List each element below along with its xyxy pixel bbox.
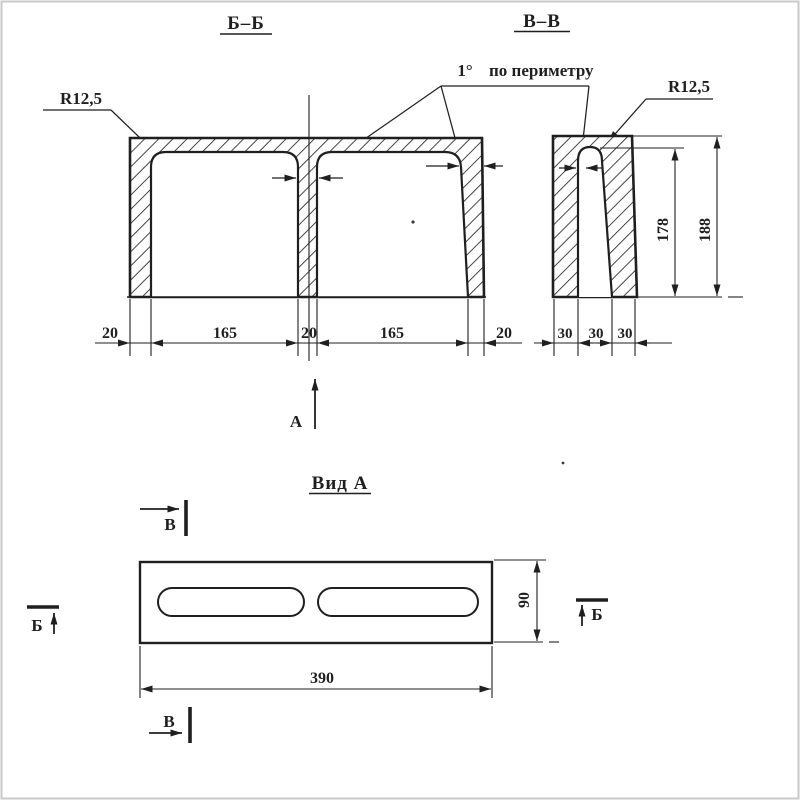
dim-view-a-length: 390 xyxy=(310,670,334,687)
speck xyxy=(411,220,414,223)
radius-callout-right xyxy=(608,77,713,142)
taper-note-label: по периметру xyxy=(489,61,594,80)
view-a-body xyxy=(140,562,492,643)
dim-bb-165-left: 165 xyxy=(213,325,237,342)
dim-bb-165-right: 165 xyxy=(380,325,404,342)
section-vv-title: В–В xyxy=(523,11,561,32)
cut-marker-b-right xyxy=(576,600,608,626)
cut-marker-v-bottom xyxy=(149,707,190,743)
section-bb-left-cavity xyxy=(151,152,298,297)
scan-frame xyxy=(2,2,799,799)
taper-angle-label: 1° xyxy=(457,61,473,80)
dim-bb-20-left: 20 xyxy=(102,325,118,342)
cut-marker-b-left xyxy=(27,607,59,635)
dim-vv-30-middle: 30 xyxy=(588,326,604,342)
section-vv-body xyxy=(553,136,743,297)
dim-vv-30-left: 30 xyxy=(557,326,573,342)
cut-b-left-label: Б xyxy=(31,616,43,635)
view-a-outline xyxy=(140,562,492,643)
section-bb-body xyxy=(127,95,486,361)
dim-vv-overall-height: 188 xyxy=(697,218,714,242)
view-a-arrow-label: А xyxy=(289,412,303,431)
title-section-bb xyxy=(220,13,272,34)
dim-bb-20-right: 20 xyxy=(496,325,512,342)
dim-bb-20-middle: 20 xyxy=(301,325,317,342)
radius-right-label: R12,5 xyxy=(667,77,711,96)
section-vv-dimensions xyxy=(534,299,672,356)
speck xyxy=(562,462,565,465)
cut-b-right-label: Б xyxy=(591,605,603,624)
cut-marker-v-top xyxy=(140,500,186,536)
section-vv-height-dimensions xyxy=(655,137,717,296)
dim-vv-30-right: 30 xyxy=(617,326,633,342)
view-a-title: Вид А xyxy=(311,473,369,494)
cut-v-bottom-label: В xyxy=(163,712,175,731)
title-section-vv xyxy=(514,11,570,32)
section-bb-right-cavity xyxy=(317,152,468,297)
view-direction-arrow-a xyxy=(290,379,315,431)
dim-vv-inner-height: 178 xyxy=(655,218,672,242)
dim-view-a-width: 90 xyxy=(516,592,533,608)
radius-left-label: R12,5 xyxy=(59,89,103,108)
cut-v-top-label: В xyxy=(164,515,176,534)
section-bb-title: Б–Б xyxy=(227,13,265,34)
title-view-a xyxy=(309,473,371,494)
